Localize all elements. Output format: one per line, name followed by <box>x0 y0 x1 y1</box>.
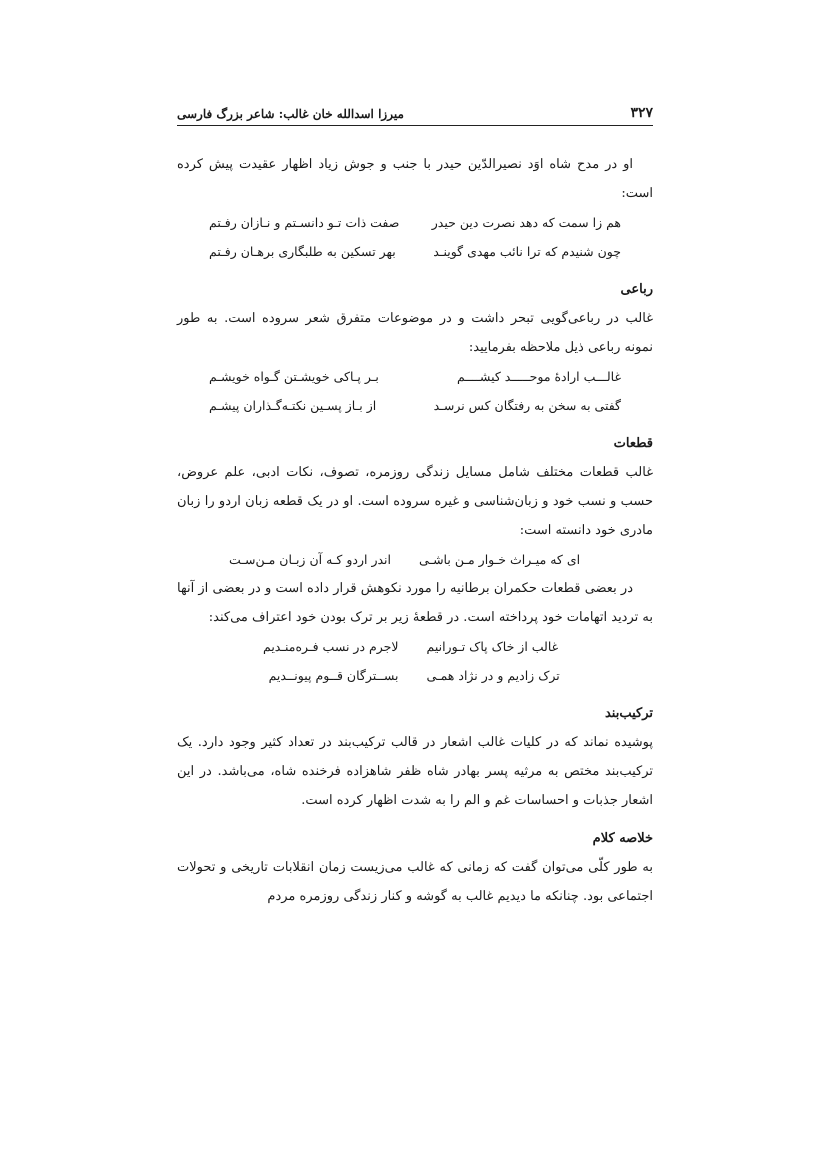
qataat-verse-3 <box>177 661 653 690</box>
rubai-verse-2 <box>177 391 653 420</box>
hemistich: صفت ذات تـو دانسـتم و نـازان رفـتم <box>209 215 400 230</box>
qataat-verse-1 <box>177 545 653 574</box>
hemistich: بســترگان قــوم پیونــدیم <box>268 668 399 683</box>
hemistich: گفتی به سخن به رفتگان کس نرسـد <box>433 398 621 413</box>
rubai-verse-1 <box>177 362 653 391</box>
qataat-paragraph-1: غالب قطعات مختلف شامل مسایل زندگی روزمره، تصوف، نکات ادبی، علم عروض، حسب و نسب خود و زبان‌شناسی و غیره سروده است. او در یک قطعه زبان اردو را زبان مادری خود دانسته است: <box>177 465 653 538</box>
conclusion-paragraph: به طور کلّی می‌توان گفت که زمانی که غالب می‌زیست زمان انقلابات تاریخی و تحولات اجتماعی بود. چنانکه ما دیدیم غالب به گوشه و کنار زندگی روزمره مردم <box>177 860 653 904</box>
hemistich: ای که میـراث خـوار مـن باشـی <box>419 552 581 567</box>
page-header <box>177 98 653 126</box>
hemistich: هم زا سمت که دهد نصرت دین حیدر <box>431 215 621 230</box>
hemistich: چون شنیدم که ترا نائب مهدی گوینـد <box>433 244 621 259</box>
hemistich: بـر پـاکی خویشـتن گـواه خویشـم <box>209 369 379 384</box>
section-heading-tarkibband: ترکیب‌بند <box>604 706 653 721</box>
hemistich: اندر اردو کـه آن زبـان مـن‌سـت <box>229 552 391 567</box>
page-body <box>177 150 653 911</box>
intro-verse-1 <box>177 208 653 237</box>
intro-verse-2 <box>177 237 653 266</box>
qataat-paragraph-2: در بعضی قطعات حکمران برطانیه را مورد نکوهش قرار داده است و در بعضی از آنها به تردید اتهامات خود پرداخته است. در قطعهٔ زیر بر ترک بودن خود اعتراف می‌کند: <box>177 581 653 625</box>
intro-paragraph: او در مدح شاه اوَد نصیرالدّین حیدر با جنب و جوش زیاد اظهار عقیدت پیش کرده است: <box>177 157 653 201</box>
rubai-paragraph: غالب در رباعی‌گویی تبحر داشت و در موضوعات متفرق شعر سروده است. به طور نمونه رباعی ذیل ملاحظه بفرمایید: <box>177 311 653 355</box>
page-number: ۳۲۷ <box>630 105 653 121</box>
running-title: میرزا اسدالله خان غالب: شاعر بزرگ فارسی <box>177 107 404 121</box>
hemistich: غالـــب ارادهٔ موحـــــد کیشــــم <box>456 369 621 384</box>
qataat-verse-2 <box>177 632 653 661</box>
hemistich: غالب از خاک پاک تـورانیم <box>426 639 559 654</box>
hemistich: ترک زادیم و در نژاد همـی <box>426 668 560 683</box>
section-heading-rubai: رباعی <box>620 282 653 297</box>
hemistich: لاجرم در نسب فـره‌منـدیم <box>263 639 399 654</box>
section-heading-qataat: قطعات <box>613 436 653 451</box>
section-heading-conclusion: خلاصه کلام <box>592 831 653 846</box>
tarkibband-paragraph: پوشیده نماند که در کلیات غالب اشعار در قالب ترکیب‌بند در تعداد کثیر وجود دارد. یک ترکیب‌بند مختص به مرثیه پسر بهادر شاه ظفر شاهزاده فرخنده شاه، می‌باشد. در این اشعار جذبات و احساسات غم و الم را به شدت اظهار کرده است. <box>177 735 653 808</box>
hemistich: بهر تسکین به طلبگاری برهـان رفـتم <box>209 244 396 259</box>
hemistich: از بـاز پسـین نکتـه‌گـذاران پیشـم <box>209 398 377 413</box>
